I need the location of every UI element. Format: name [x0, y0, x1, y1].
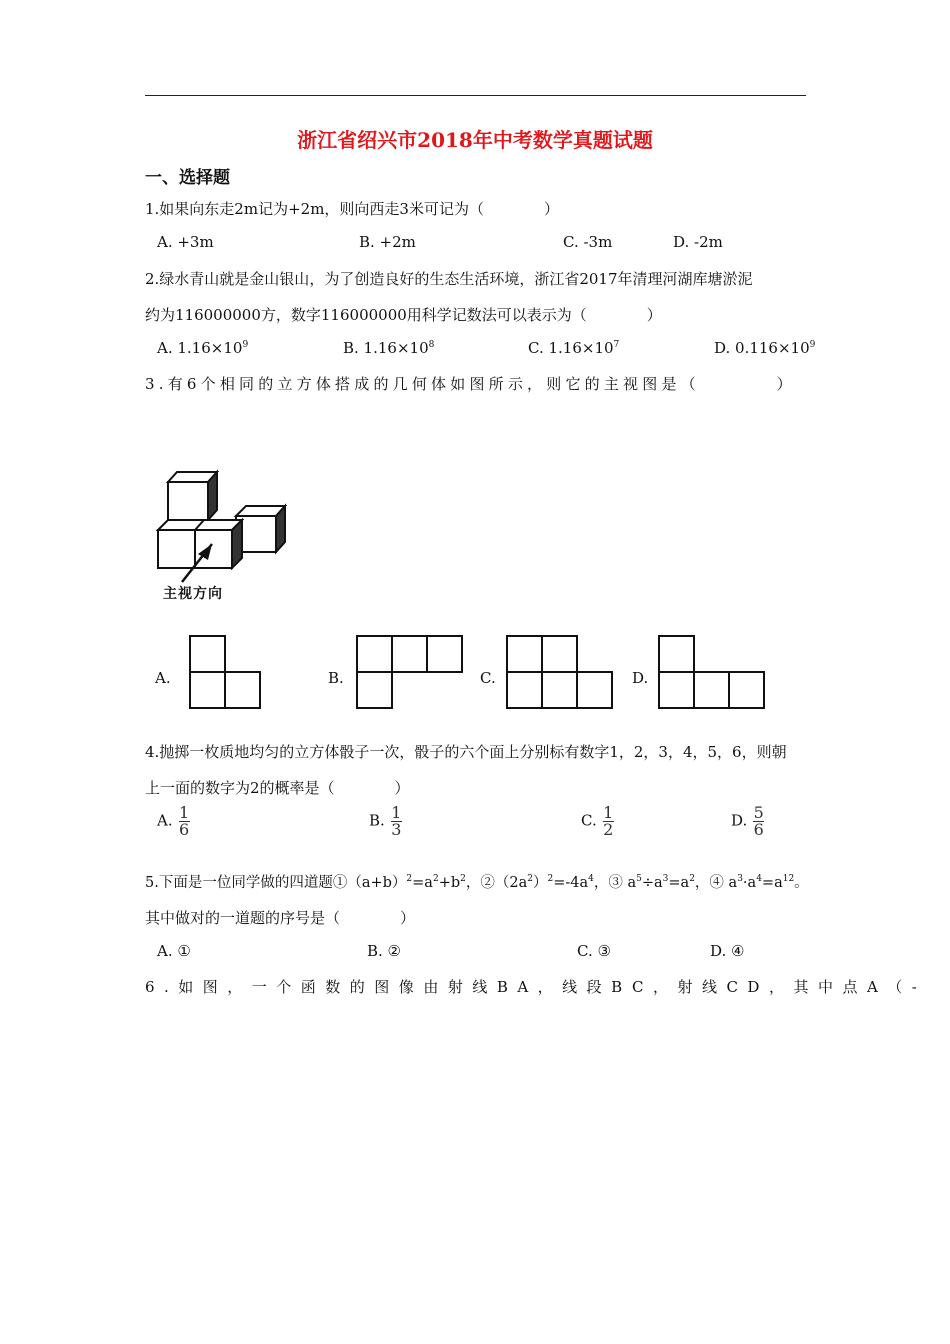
q5-option-a: A. ① [157, 942, 191, 960]
q2-option-d: D. $0.116\times 10^9$ [714, 339, 816, 357]
q2-option-a: A. $1.16\times 10^9$ [157, 339, 249, 357]
question-1-stem: 1.如果向东走2m记为+2m，则向西走3米可记为（ ） [145, 200, 559, 218]
question-2-line2: 约为116000000方，数字116000000用科学记数法可以表示为（ ） [145, 306, 662, 324]
q2-option-c: C. $1.16\times 10^7$ [528, 339, 620, 357]
q1-option-b: B. +2m [359, 233, 416, 251]
question-2-line1: 2.绿水青山就是金山银山，为了创造良好的生态生活环境，浙江省2017年清理河湖库塘淤泥 [145, 270, 753, 288]
q3-option-d-label: D. [632, 669, 649, 687]
q4-option-b: B. $\frac{1}{3}$ [369, 803, 402, 839]
q5-option-c: C. ③ [577, 942, 611, 960]
fraction: $\frac{5}{6}$ [753, 803, 764, 839]
fraction: $\frac{1}{2}$ [603, 803, 614, 839]
question-5-line1: 5.下面是一位同学做的四道题$①(a+b)^2=a^2+b^2$，$②(2a^2)^2=-4a^4$，③ $a^5\div a^3=a^2$，④ $a^3\cdot a^4=a^{12}$。 [145, 874, 809, 891]
q5-option-d: D. ④ [710, 942, 745, 960]
page-title: 浙江省绍兴市2018年中考数学真题试题 [297, 128, 653, 152]
q3-option-c-label: C. [480, 669, 496, 687]
fraction: $\frac{1}{3}$ [391, 803, 402, 839]
q3-option-a-label: A. [155, 669, 171, 687]
question-3-stem: 3.有6个相同的立方体搭成的几何体如图所示，则它的主视图是（ ） [145, 375, 796, 393]
question-5-line2: 其中做对的一道题的序号是（ ） [145, 909, 416, 927]
q3-option-c-figure [505, 634, 617, 710]
q4-option-a: A. $\frac{1}{6}$ [157, 803, 190, 839]
question-4-line2: 上一面的数字为2的概率是（ ） [145, 779, 410, 797]
section-heading: 一、选择题 [145, 168, 230, 188]
q1-option-a: A. +3m [157, 233, 214, 251]
view-direction-label: 主视方向 [163, 586, 223, 602]
q3-option-a-figure [188, 634, 264, 710]
q1-option-d: D. -2m [673, 233, 723, 251]
q3-option-b-label: B. [328, 669, 344, 687]
q4-option-d: D. $\frac{5}{6}$ [731, 803, 764, 839]
q1-option-c: C. -3m [563, 233, 613, 251]
question-4-line1: 4.抛掷一枚质地均匀的立方体骰子一次，骰子的六个面上分别标有数字1，2，3，4，5，6，则朝 [145, 743, 787, 761]
fraction: $\frac{1}{6}$ [179, 803, 190, 839]
q3-option-d-figure [657, 634, 769, 710]
q5-option-b: B. ② [367, 942, 402, 960]
q3-option-b-figure [355, 634, 467, 710]
question-6-stem: 6.如图，一个函数的图像由射线BA，线段BC，射线CD，其中点A（- [145, 978, 927, 996]
q4-option-c: C. $\frac{1}{2}$ [581, 803, 614, 839]
q2-option-b: B. $1.16\times 10^8$ [343, 339, 435, 357]
header-rule [145, 95, 806, 96]
